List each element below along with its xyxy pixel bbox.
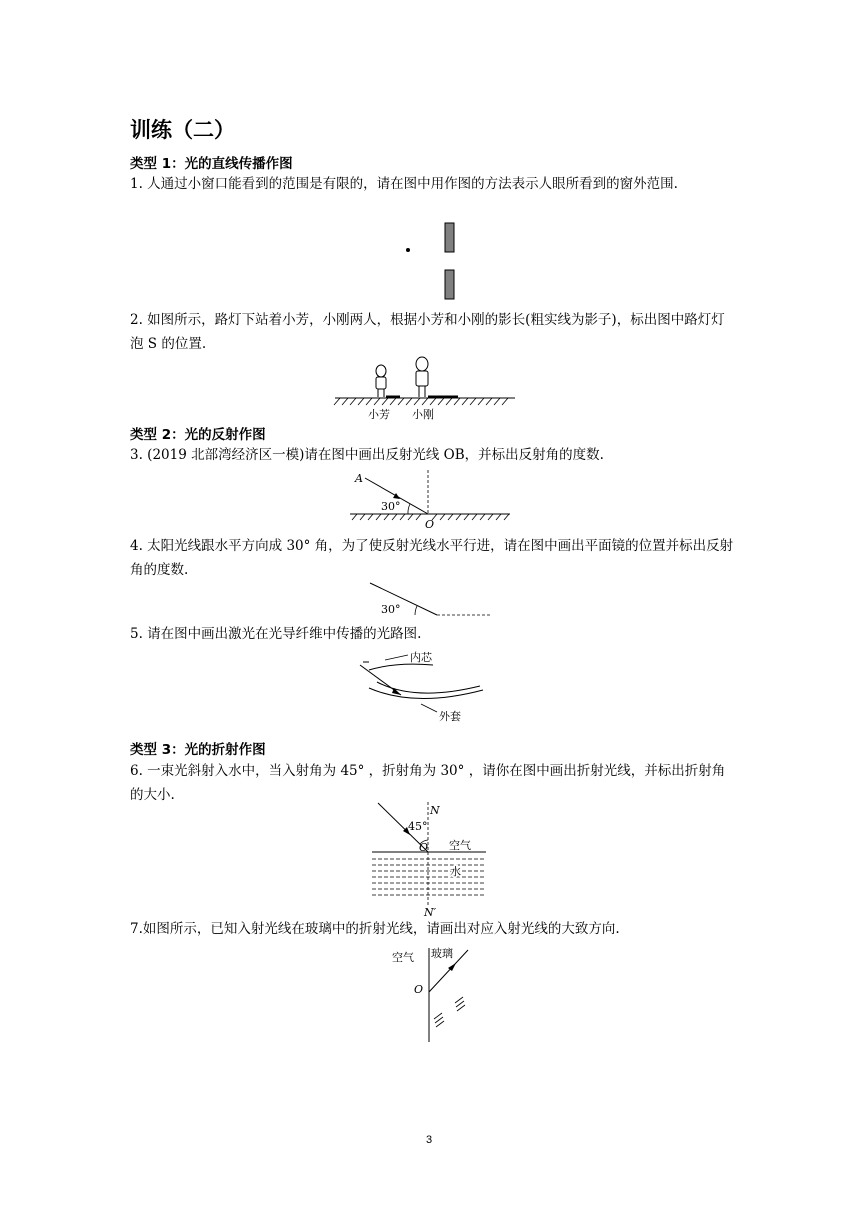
label-point-o-fig7: O <box>414 983 424 996</box>
label-point-o-fig6: O <box>419 841 429 854</box>
label-angle-30-fig4: 30° <box>381 603 401 616</box>
question-5: 5. 请在图中画出激光在光导纤维中传播的光路图. <box>130 626 422 642</box>
figure-5-optical-fiber <box>355 650 505 725</box>
label-angle-30: 30° <box>381 500 401 513</box>
wall-upper <box>445 223 454 252</box>
label-angle-45: 45° <box>408 820 428 833</box>
question-1: 1. 人通过小窗口能看到的范围是有限的，请在图中用作图的方法表示人眼所看到的窗外范围. <box>130 176 678 192</box>
question-7: 7.如图所示，已知入射光线在玻璃中的折射光线，请画出对应入射光线的大致方向. <box>130 921 620 937</box>
figure-3-reflection <box>345 468 515 530</box>
label-water: 水 <box>450 865 461 878</box>
question-6: 6. 一束光斜射入水中，当入射角为 45° ，折射角为 30° ，请你在图中画出折射光线，并标出折射角的大小. <box>130 763 726 803</box>
label-inner-core: 内芯 <box>410 651 432 664</box>
person-xiaogang <box>416 357 428 397</box>
question-4: 4. 太阳光线跟水平方向成 30° 角，为了使反射光线水平行进，请在图中画出平面镜的位置并标出反射角的度数. <box>130 538 734 578</box>
label-normal-n-prime: N′ <box>424 906 437 919</box>
figure-1-window <box>390 218 470 303</box>
wall-lower <box>445 270 454 299</box>
label-outer-cladding: 外套 <box>439 710 461 723</box>
eye-dot <box>406 248 410 252</box>
label-air-fig6: 空气 <box>449 839 471 852</box>
person-xiaofang <box>376 365 386 397</box>
label-air-fig7: 空气 <box>392 951 414 964</box>
figure-7-refraction-glass <box>390 945 480 1045</box>
figure-6-refraction-water <box>370 800 490 920</box>
section-heading-1: 类型 1：光的直线传播作图 <box>130 156 293 172</box>
figure-4-sunlight <box>365 578 495 620</box>
label-xiaogang: 小刚 <box>412 408 434 421</box>
label-normal-n: N <box>430 804 440 817</box>
label-point-a: A <box>355 472 363 485</box>
question-3: 3. (2019 北部湾经济区一模)请在图中画出反射光线 OB，并标出反射角的度数. <box>130 447 604 463</box>
label-xiaofang: 小芳 <box>368 408 390 421</box>
question-2: 2. 如图所示，路灯下站着小芳，小刚两人，根据小芳和小刚的影长(粗实线为影子)，标出图中路灯灯泡 S 的位置. <box>130 312 725 352</box>
section-heading-2: 类型 2：光的反射作图 <box>130 427 266 443</box>
label-point-o: O <box>425 518 435 530</box>
figure-2-streetlight <box>330 350 520 422</box>
page-title: 训练（二） <box>130 118 235 142</box>
section-heading-3: 类型 3：光的折射作图 <box>130 742 266 758</box>
label-glass: 玻璃 <box>431 947 453 960</box>
page-number: 3 <box>426 1134 433 1146</box>
